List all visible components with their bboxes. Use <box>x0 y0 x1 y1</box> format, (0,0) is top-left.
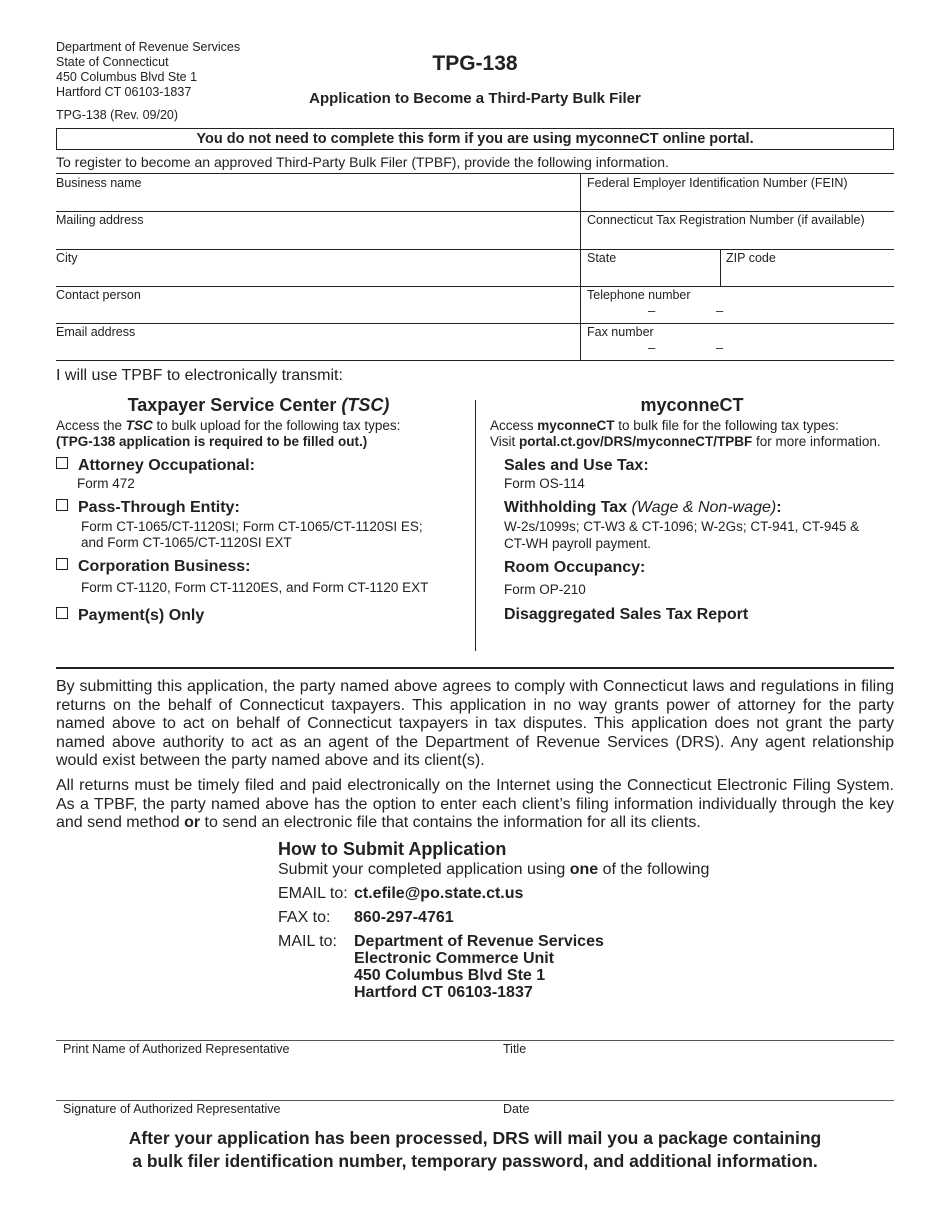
fax-field[interactable]: Fax number <box>587 325 654 339</box>
grid-line <box>56 249 894 250</box>
mail-address-line-1: Department of Revenue Services <box>354 933 604 950</box>
payments-only-checkbox[interactable] <box>56 607 68 619</box>
grid-line <box>56 173 894 174</box>
transmit-heading: I will use TPBF to electronically transmit: <box>56 367 343 384</box>
submit-fax-number: 860-297-4761 <box>354 909 454 926</box>
zip-code-field[interactable]: ZIP code <box>726 251 776 265</box>
tsc-access-abbr: TSC <box>125 418 153 433</box>
submit-instructions <box>278 861 709 879</box>
grid-line <box>56 286 894 287</box>
corporation-business-title: Corporation Business: <box>78 558 251 575</box>
myconnect-access-pre: Access <box>490 418 538 433</box>
payments-only-option[interactable] <box>56 607 204 625</box>
payments-only-title: Payment(s) Only <box>78 607 205 624</box>
fax-label: FAX to: <box>278 909 331 926</box>
submit-mail-address <box>354 933 604 1001</box>
telephone-dash: – <box>648 303 656 318</box>
agreement-paragraph: By submitting this application, the party named above agrees to comply with Connecticut laws and regulations in filing returns on the behalf of Connecticut taxpayers. This application in no way grants power of attorney for the party named above to act on behalf of Connecticut taxpayers in tax disputes. This application does not grant the party named above authority to act as an agent of the Department of Revenue Services (DRS). Any agent relationship would exist between the party named above and its client(s). <box>56 678 894 769</box>
corporation-business-option[interactable] <box>56 558 250 576</box>
submit-email-link[interactable]: ct.efile@po.state.ct.us <box>354 885 524 902</box>
grid-line <box>56 211 894 212</box>
myconnect-visit-pre: Visit <box>490 434 520 449</box>
mail-label: MAIL to: <box>278 933 337 950</box>
contact-person-field[interactable]: Contact person <box>56 288 141 302</box>
section-divider <box>56 667 894 669</box>
filing-paragraph-or: or <box>184 814 201 831</box>
email-label: EMAIL to: <box>278 885 348 902</box>
grid-line <box>56 360 894 361</box>
pass-through-entity-option[interactable] <box>56 499 240 517</box>
pass-through-entity-checkbox[interactable] <box>56 499 68 511</box>
submit-instructions-pre: Submit your completed application using <box>278 861 570 878</box>
title-label: Title <box>503 1042 527 1056</box>
mailing-address-field[interactable]: Mailing address <box>56 213 144 227</box>
ct-tax-registration-field[interactable]: Connecticut Tax Registration Number (if available) <box>587 213 865 227</box>
myconnect-access-post: to bulk file for the following tax types: <box>614 418 839 433</box>
pass-through-entity-forms-2: and Form CT-1065/CT-1120SI EXT <box>81 535 292 550</box>
intro-text: To register to become an approved Third-Party Bulk Filer (TPBF), provide the following information. <box>56 154 669 170</box>
myconnect-visit-post: for more information. <box>752 434 881 449</box>
room-occupancy-forms: Form OP-210 <box>504 582 586 597</box>
withholding-tax-forms-1: W-2s/1099s; CT-W3 & CT-1096; W-2Gs; CT-941, CT-945 & <box>504 519 860 534</box>
form-revision: TPG-138 (Rev. 09/20) <box>56 108 179 122</box>
attorney-occupational-forms: Form 472 <box>77 476 135 491</box>
mail-address-line-3: 450 Columbus Blvd Ste 1 <box>354 967 546 984</box>
tsc-title-abbr: (TSC) <box>341 395 390 415</box>
myconnect-visit-text <box>490 434 900 450</box>
attorney-occupational-checkbox[interactable] <box>56 457 68 469</box>
corporation-business-forms: Form CT-1120, Form CT-1120ES, and Form CT-1120 EXT <box>81 580 429 595</box>
mail-address-line-4: Hartford CT 06103-1837 <box>354 984 533 1001</box>
telephone-field[interactable]: Telephone number <box>587 288 691 302</box>
tsc-access-post: to bulk upload for the following tax types: <box>152 418 401 433</box>
grid-divider <box>720 249 721 286</box>
tsc-access-text <box>56 418 466 434</box>
myconnect-access-bold: myconneCT <box>537 418 615 433</box>
agency-line-2: State of Connecticut <box>56 55 169 69</box>
myconnect-title: myconneCT <box>640 395 744 415</box>
withholding-tax-title-main: Withholding Tax <box>504 499 632 516</box>
room-occupancy-title: Room Occupancy: <box>504 559 646 576</box>
filing-paragraph <box>56 777 894 833</box>
grid-line <box>56 323 894 324</box>
email-address-field[interactable]: Email address <box>56 325 136 339</box>
grid-divider <box>580 173 581 360</box>
form-subtitle: Application to Become a Third-Party Bulk Filer <box>309 90 641 107</box>
tsc-title-main: Taxpayer Service Center <box>127 395 342 415</box>
footer-note <box>0 1127 950 1173</box>
sales-use-tax-forms: Form OS-114 <box>504 476 585 491</box>
footer-line-2: a bulk filer identification number, temporary password, and additional information. <box>132 1151 818 1171</box>
pass-through-entity-forms-1: Form CT-1065/CT-1120SI; Form CT-1065/CT-1120SI ES; <box>81 519 423 534</box>
submit-instructions-one: one <box>569 861 599 878</box>
date-label: Date <box>503 1102 530 1116</box>
notice-box: You do not need to complete this form if you are using myconneCT online portal. <box>56 128 894 150</box>
filing-paragraph-pre: All returns must be timely filed and paid electronically on the Internet using the Connecticut Electronic Filing System. As a TPBF, the party named above has the option to enter each client’s filing information individually through the key and send method <box>56 777 894 831</box>
withholding-tax-title-note: (Wage & Non-wage) <box>631 499 777 516</box>
disaggregated-sales-tax-title: Disaggregated Sales Tax Report <box>504 606 749 623</box>
fein-field[interactable]: Federal Employer Identification Number (FEIN) <box>587 176 848 190</box>
signature-label: Signature of Authorized Representative <box>63 1102 281 1116</box>
business-name-field[interactable]: Business name <box>56 176 142 190</box>
signature-line[interactable] <box>56 1100 894 1101</box>
attorney-occupational-option[interactable] <box>56 457 255 475</box>
sales-use-tax-title: Sales and Use Tax: <box>504 457 649 474</box>
fax-dash: – <box>716 340 724 355</box>
attorney-occupational-title: Attorney Occupational: <box>78 457 255 474</box>
filing-paragraph-post: to send an electronic file that contains the information for all its clients. <box>200 814 701 831</box>
tsc-required-note: (TPG-138 application is required to be filled out.) <box>56 434 368 449</box>
tsc-access-pre: Access the <box>56 418 126 433</box>
tsc-title <box>56 395 461 416</box>
mail-address-line-2: Electronic Commerce Unit <box>354 950 555 967</box>
city-field[interactable]: City <box>56 251 78 265</box>
withholding-tax-forms-2: CT-WH payroll payment. <box>504 536 652 551</box>
footer-line-1: After your application has been processed, DRS will mail you a package containing <box>128 1128 822 1148</box>
print-name-line[interactable] <box>56 1040 894 1041</box>
telephone-dash: – <box>716 303 724 318</box>
submit-instructions-post: of the following <box>598 861 710 878</box>
withholding-tax-title-colon: : <box>776 499 782 516</box>
agency-line-1: Department of Revenue Services <box>56 40 241 54</box>
corporation-business-checkbox[interactable] <box>56 558 68 570</box>
fax-dash: – <box>648 340 656 355</box>
myconnect-access-text <box>490 418 894 434</box>
submit-heading: How to Submit Application <box>278 839 507 859</box>
pass-through-entity-title: Pass-Through Entity: <box>78 499 240 516</box>
withholding-tax-title <box>504 499 782 517</box>
print-name-label: Print Name of Authorized Representative <box>63 1042 290 1056</box>
myconnect-visit-link[interactable]: portal.ct.gov/DRS/myconneCT/TPBF <box>519 434 753 449</box>
agency-line-4: Hartford CT 06103-1837 <box>56 85 192 99</box>
state-field[interactable]: State <box>587 251 617 265</box>
agency-line-3: 450 Columbus Blvd Ste 1 <box>56 70 198 84</box>
form-title: TPG-138 <box>432 52 518 75</box>
column-divider <box>475 400 476 651</box>
